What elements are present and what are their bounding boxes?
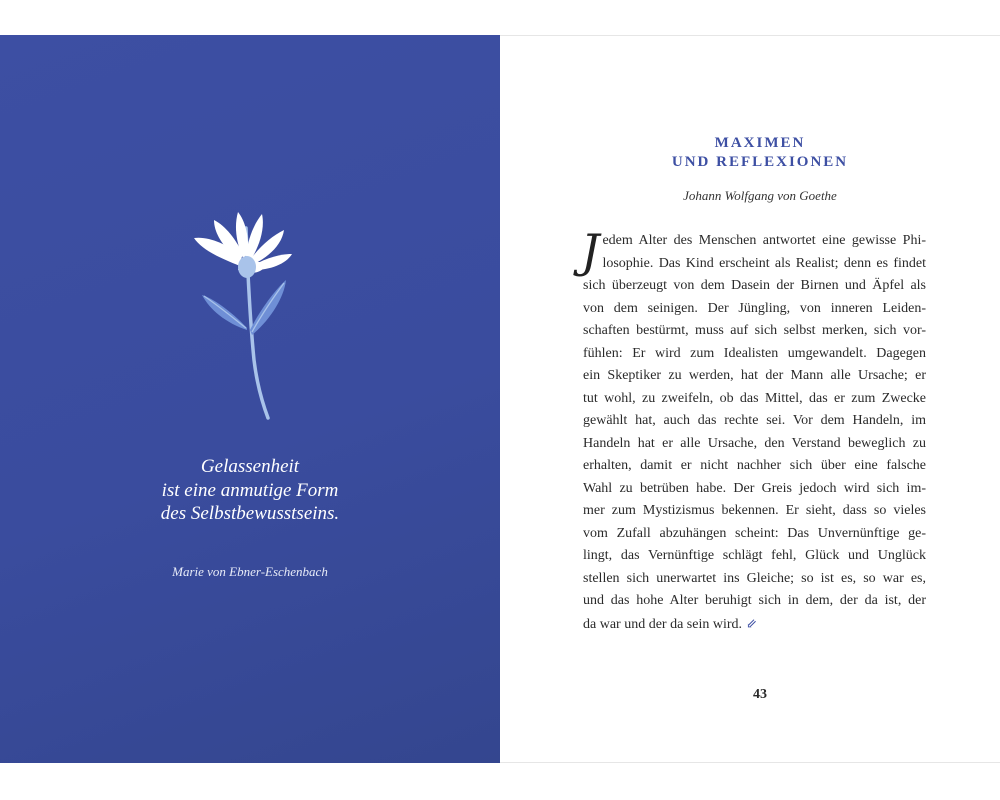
quote: [60, 455, 440, 526]
text-line: erhalten, damit er nicht nachher sich über eine falsche: [583, 458, 926, 473]
text-line: fühlen: Er wird zum Idealisten umgewandelt. Dagegen: [583, 345, 926, 361]
page-number: 43: [753, 687, 767, 702]
text-line: edem Alter des Menschen antwortet eine gewisse Phi-: [602, 233, 926, 248]
book-spread: [0, 35, 1000, 763]
text-line: schaften bestürmt, muss auf sich selbst merken, sich vor-: [583, 323, 926, 338]
chapter-title: [610, 134, 910, 172]
flower-icon: [180, 170, 320, 420]
text-line: von dem seinigen. Der Jüngling, von inneren Leiden-: [583, 300, 926, 316]
text-line-last-content: da war und der da sein wird.: [583, 616, 743, 632]
text-line-last: [583, 613, 926, 636]
chapter-title-line: MAXIMEN: [714, 135, 806, 151]
text-line: mer zum Mystizismus bekennen. Er sieht, dass so vieles: [583, 503, 926, 518]
text-line: sich überzeugt von dem Dasein der Birnen und Äpfel als: [583, 278, 926, 293]
drop-cap: J: [581, 224, 600, 278]
quote-line: Gelassenheit: [200, 456, 300, 477]
quote-line: des Selbstbewusstseins.: [160, 503, 340, 524]
text-line: lingt, das Vernünftige schlägt fehl, Glück und Unglück: [583, 548, 926, 563]
arrow-down-left-icon: ⇙: [746, 615, 757, 631]
author-name: Johann Wolfgang von Goethe: [683, 188, 837, 203]
text-line: ein Skeptiker zu werden, hat der Mann alle Ursache; er: [583, 368, 926, 383]
body-text: [581, 224, 926, 635]
text-line: vom Zufall abzuhängen scheint: Das Unvernünftige ge-: [583, 525, 926, 541]
text-line: tut wohl, zu zweifeln, ob das Mittel, das er zum Zwecke: [583, 390, 926, 406]
text-line: losophie. Das Kind erscheint als Realist; denn es findet: [602, 255, 926, 271]
text-line: Wahl zu betrüben habe. Der Greis jedoch wird sich im-: [583, 480, 926, 496]
left-page: [0, 35, 500, 763]
chapter-title-line: UND REFLEXIONEN: [671, 154, 849, 170]
text-line: und das hohe Alter beruhigt sich in dem, der da ist, der: [583, 593, 926, 608]
quote-line: ist eine anmutige Form: [161, 479, 339, 501]
text-line: stellen sich unerwartet ins Gleiche; so ist es, so war es,: [583, 570, 926, 586]
text-line: gewählt hat, auch das rechte sei. Vor dem Handeln, im: [583, 413, 926, 428]
right-page: [500, 35, 1000, 763]
quote-author: Marie von Ebner-Eschenbach: [172, 564, 328, 579]
text-line: Handeln hat er alle Ursache, den Verstand beweglich zu: [583, 435, 926, 451]
